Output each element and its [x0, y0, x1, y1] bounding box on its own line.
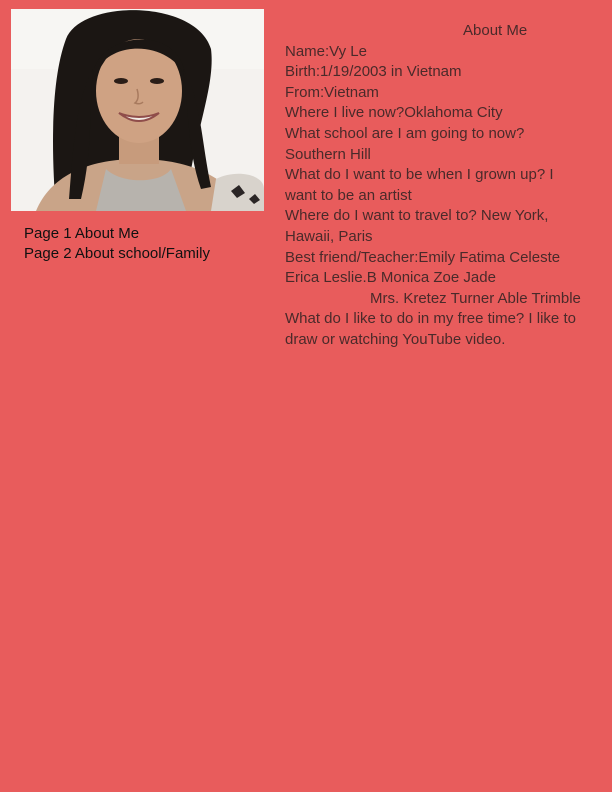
- school-question-line: What school are I am going to now?: [285, 124, 525, 142]
- career-answer-line: want to be an artist: [285, 186, 412, 204]
- section-title: About Me: [463, 22, 528, 39]
- travel-answer-line: Hawaii, Paris: [285, 227, 373, 245]
- page-index: [24, 224, 264, 264]
- toc-item-about-me: Page 1 About Me: [24, 225, 140, 242]
- travel-question-line: Where do I want to travel to? New York,: [285, 207, 549, 225]
- profile-photo: [11, 9, 264, 211]
- free-time-line-1: What do I like to do in my free time? I like to: [285, 310, 576, 328]
- portrait-photo-image: [11, 9, 264, 211]
- name-line: Name:Vy Le: [285, 42, 367, 60]
- about-me-section: [285, 21, 607, 351]
- teachers-line: Mrs. Kretez Turner Able Trimble: [370, 289, 581, 307]
- school-answer-line: Southern Hill: [285, 145, 371, 163]
- from-line: From:Vietnam: [285, 83, 379, 101]
- career-question-line: What do I want to be when I grown up? I: [285, 166, 554, 184]
- friends-line-2: Erica Leslie.B Monica Zoe Jade: [285, 269, 496, 287]
- live-line: Where I live now?Oklahoma City: [285, 104, 503, 122]
- birth-line: Birth:1/19/2003 in Vietnam: [285, 63, 462, 81]
- free-time-line-2: draw or watching YouTube video.: [285, 330, 506, 348]
- friends-line-1: Best friend/Teacher:Emily Fatima Celeste: [285, 248, 561, 266]
- toc-item-school-family: Page 2 About school/Family: [24, 245, 210, 262]
